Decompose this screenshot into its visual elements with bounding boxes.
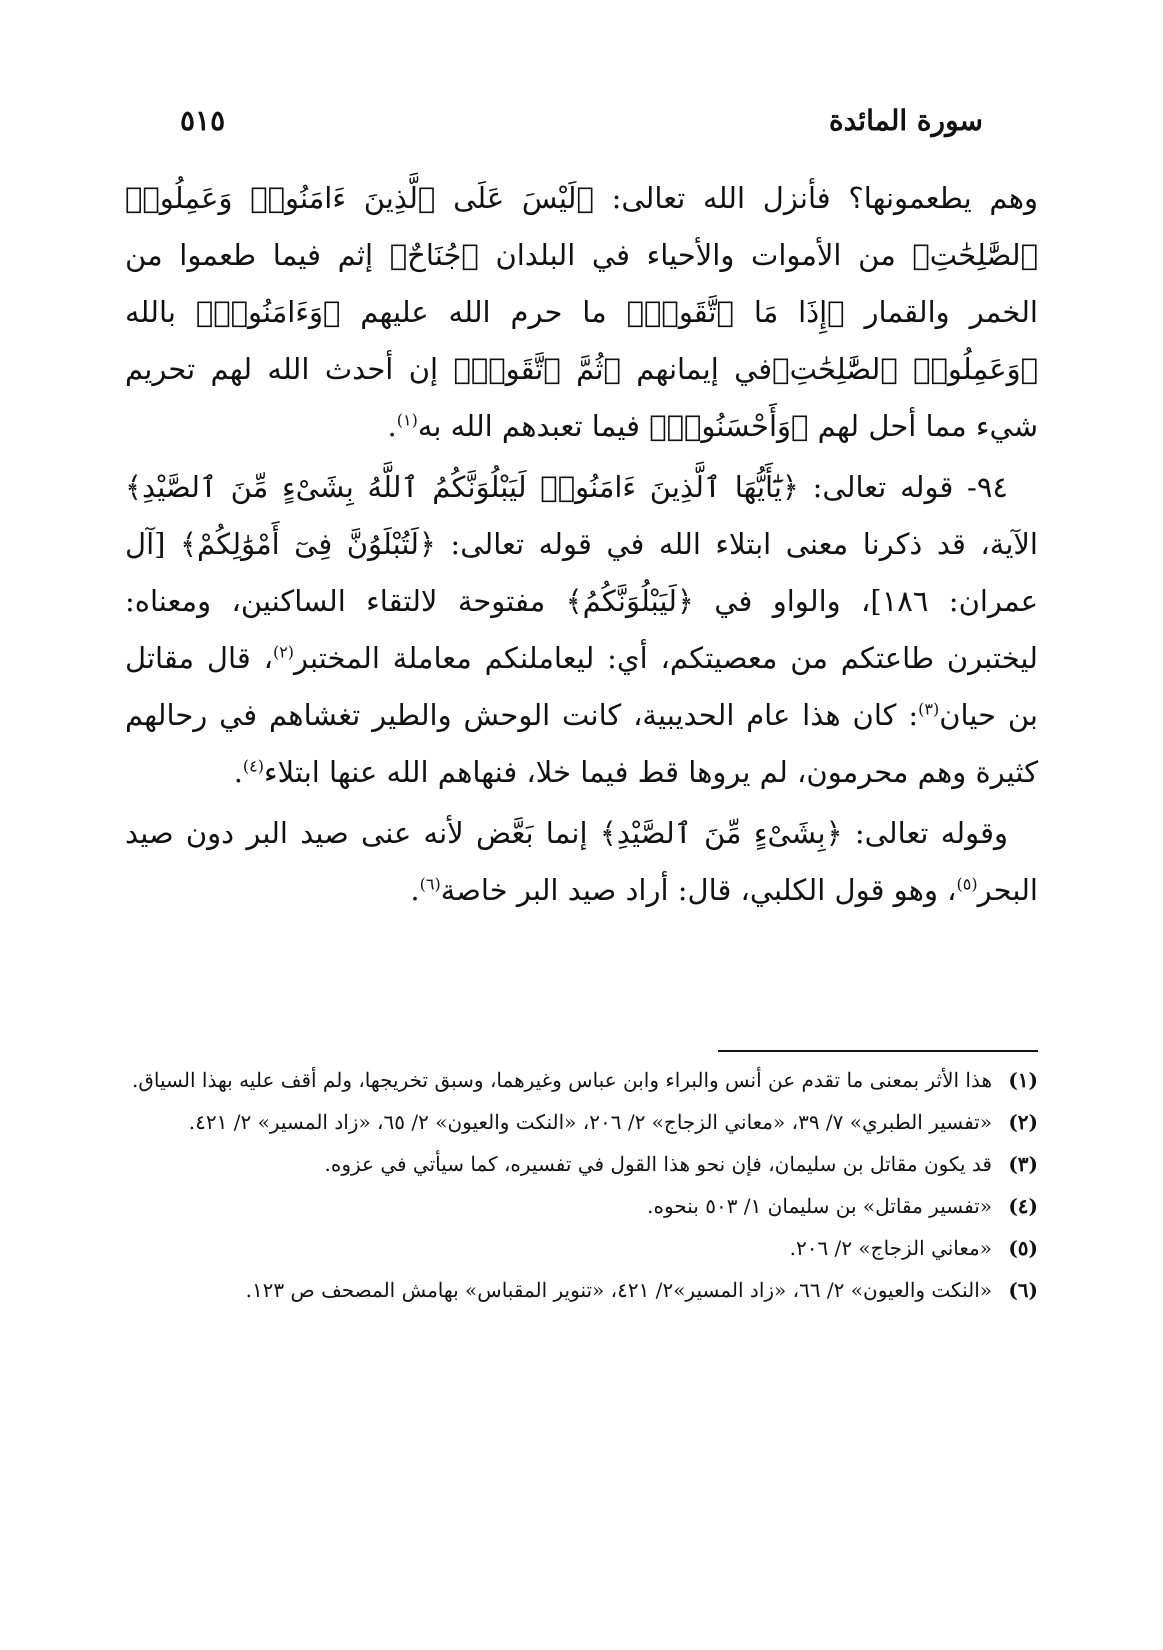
- footnote-ref: (٣): [918, 699, 940, 719]
- quran-quote: ﴿ثُمَّ ٱتَّقَوا۟﴾: [453, 352, 621, 386]
- quran-quote: ﴿لَيَبْلُوَنَّكُمُ﴾: [565, 584, 694, 618]
- quran-quote: ﴿يَٰٓأَيُّهَا ٱلَّذِينَ ءَامَنُوا۟ لَيَبْلُوَنَّكُمُ ٱللَّهُ بِشَىْءٍ مِّنَ ٱلصَّيْدِ﴾: [125, 470, 799, 504]
- footnote-number: (٣): [1008, 1152, 1038, 1176]
- text-run: .: [233, 755, 243, 789]
- footnote: [125, 1272, 1038, 1308]
- footnote-number: (٤): [1008, 1194, 1038, 1218]
- quran-quote: ﴿وَعَمِلُوا۟ ٱلصَّٰلِحَٰتِ﴾: [772, 352, 1038, 386]
- text-run: ، وهو قول الكلبي، قال: أراد صيد البر خاصة: [440, 873, 957, 907]
- footnote: [125, 1230, 1038, 1266]
- text-run: .: [387, 409, 397, 443]
- footnote-ref: (٤): [242, 756, 264, 776]
- page-header: [180, 100, 983, 140]
- footnote-text: «تفسير مقاتل» بن سليمان ١/ ٥٠٣ بنحوه.: [647, 1194, 992, 1218]
- text-run: ما حرم الله عليهم: [340, 295, 627, 329]
- text-run: ، قال مقاتل بن حيان: [125, 641, 1038, 732]
- text-run: وقوله تعالى:: [842, 816, 1008, 850]
- footnote-number: (٢): [1008, 1110, 1038, 1134]
- footnotes: [125, 1062, 1038, 1314]
- text-run: إثم فيما طعموا من الخمر والقمار: [125, 238, 1038, 329]
- footnote-text: قد يكون مقاتل بن سليمان، فإن نحو هذا القول في تفسيره، كما سيأتي في عزوه.: [324, 1152, 992, 1176]
- quran-quote: ﴿إِذَا مَا ٱتَّقَوا۟﴾: [626, 295, 845, 329]
- footnote-number: (٦): [1008, 1278, 1038, 1302]
- footnote-text: «معاني الزجاج» ٢/ ٢٠٦.: [789, 1236, 992, 1260]
- quran-quote: ﴿وَءَامَنُوا۟﴾: [195, 295, 341, 329]
- footnote-text: «تفسير الطبري» ٧/ ٣٩، «معاني الزجاج» ٢/ ٢٠٦، «النكت والعيون» ٢/ ٦٥، «زاد المسير» ٢/ ٤٢١.: [188, 1110, 992, 1134]
- footnote-text: هذا الأثر بمعنى ما تقدم عن أنس والبراء وابن عباس وغيرهما، وسبق تخريجها، ولم أقف عليه بهذا السياق.: [132, 1068, 992, 1092]
- text-run: بالله: [125, 295, 196, 329]
- main-text: [125, 170, 1038, 919]
- footnote-ref: (٢): [272, 642, 295, 662]
- footnote-number: (٥): [1008, 1236, 1038, 1260]
- footnote-separator: [718, 1050, 1038, 1052]
- paragraph: [125, 170, 1038, 455]
- footnote: [125, 1146, 1038, 1182]
- footnote-ref: (٦): [419, 874, 441, 894]
- page-number: ٥١٥: [180, 103, 226, 137]
- text-run: : كان هذا عام الحديبية، كانت الوحش والطير تغشاهم في رحالهم كثيرة وهم محرمون، لم يروها قط فيما خلا، فنهاهم الله عنها ابتلاء: [125, 698, 1038, 789]
- footnote: [125, 1104, 1038, 1140]
- quran-quote: ﴿لَيْسَ عَلَى ٱلَّذِينَ ءَامَنُوا۟ وَعَمِلُوا۟ ٱلصَّٰلِحَٰتِ﴾: [125, 181, 1038, 272]
- text-run: [آل عمران: ١٨٦]، والواو في: [125, 527, 1038, 618]
- text-run: إنما بَعَّض لأنه عنى صيد البر دون صيد البحر: [125, 816, 1038, 907]
- footnote-text: «النكت والعيون» ٢/ ٦٦، «زاد المسير»٢/ ٤٢١، «تنوير المقباس» بهامش المصحف ص ١٢٣.: [245, 1278, 992, 1302]
- text-run: ٩٤- قوله تعالى:: [798, 470, 1009, 504]
- text-run: وهم يطعمونها؟ فأنزل الله تعالى:: [593, 181, 1039, 215]
- paragraph: [125, 459, 1038, 801]
- footnote-ref: (١): [396, 410, 418, 430]
- quran-quote: ﴿وَأَحْسَنُوا۟﴾: [649, 409, 809, 443]
- footnote: [125, 1188, 1038, 1224]
- text-run: فيما تعبدهم الله به: [417, 409, 650, 443]
- quran-quote: ﴿جُنَاحٌ﴾: [389, 238, 479, 272]
- footnote-ref: (٥): [956, 874, 978, 894]
- paragraph: [125, 805, 1038, 919]
- surah-title: سورة المائدة: [828, 103, 983, 137]
- footnote: [125, 1062, 1038, 1098]
- text-run: إن أحدث الله لهم تحريم شيء مما أحل لهم: [125, 352, 1038, 443]
- text-run: .: [410, 873, 420, 907]
- footnote-number: (١): [1008, 1068, 1038, 1092]
- quran-quote: ﴿لَتُبْلَوُنَّ فِىٓ أَمْوَٰلِكُمْ﴾: [179, 527, 436, 561]
- text-run: من الأموات والأحياء في البلدان: [478, 238, 913, 272]
- text-run: الآية، قد ذكرنا معنى ابتلاء الله في قوله تعالى:: [435, 527, 1038, 561]
- text-run: في إيمانهم: [620, 352, 773, 386]
- quran-quote: ﴿بِشَىْءٍ مِّنَ ٱلصَّيْدِ﴾: [599, 816, 843, 850]
- text-run: مفتوحة لالتقاء الساكنين، ومعناه: ليختبرن طاعتكم من معصيتكم، أي: ليعاملنكم معاملة المختبر: [125, 584, 1038, 675]
